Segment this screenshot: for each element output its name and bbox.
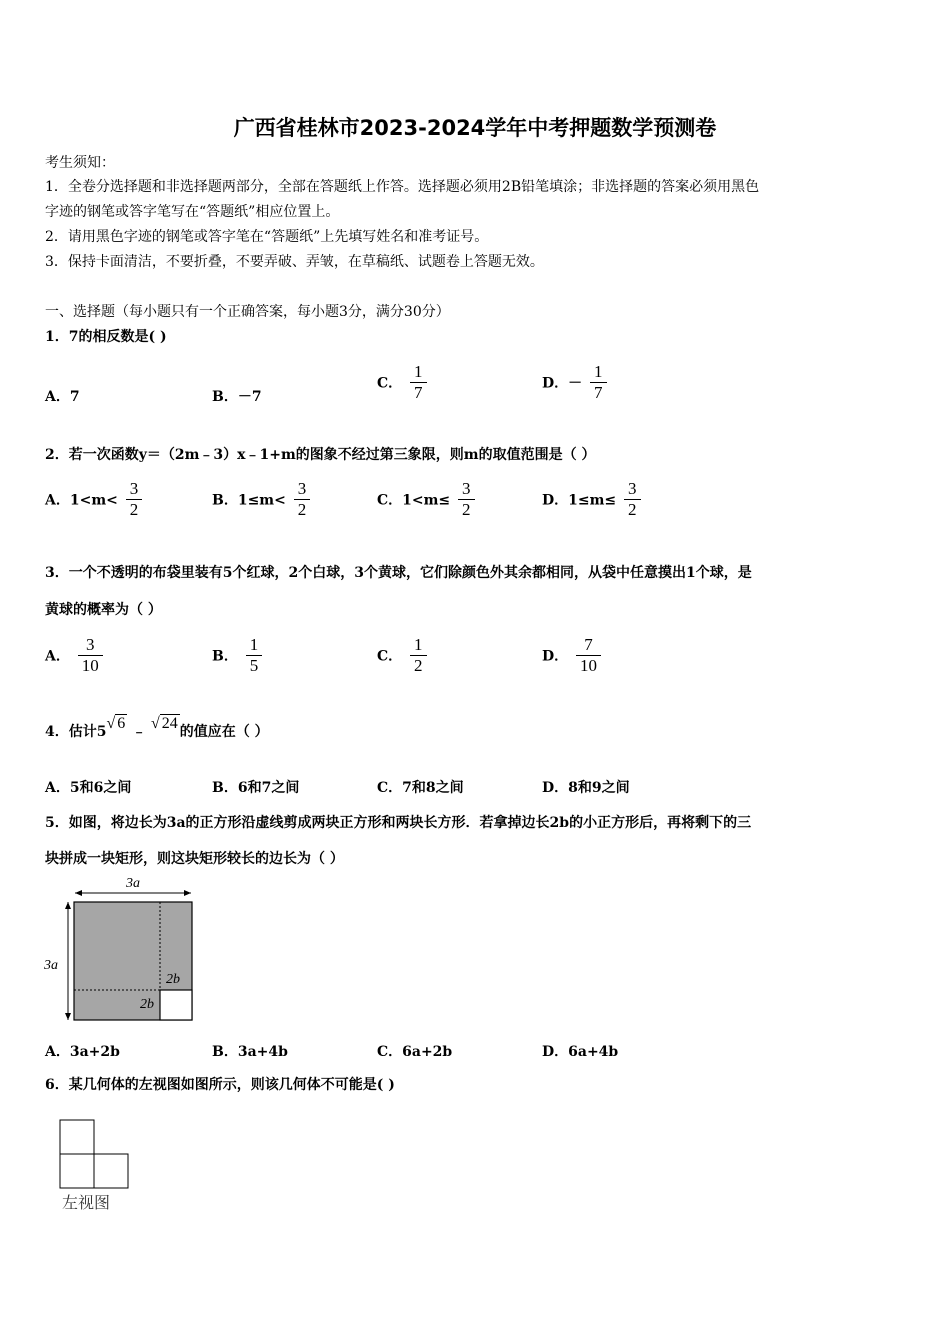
label-2b-right: 2b xyxy=(166,972,180,987)
q5-option-d: D．6a+4b xyxy=(542,1044,619,1060)
sqrt-6: √ 6 xyxy=(106,715,126,732)
notice-line-1b: 字迹的钢笔或答字笔写在“答题纸”相应位置上。 xyxy=(45,204,340,220)
label-top-3a: 3a xyxy=(126,876,140,891)
left-view-caption: 左视图 xyxy=(62,1193,111,1212)
q5-option-c: C．6a+2b xyxy=(377,1044,453,1060)
q1-stem: 1．7的相反数是( ) xyxy=(45,329,167,345)
q3-option-d: D． $\frac{7}{10}$ xyxy=(542,635,601,676)
q1-option-d: D．－ $\frac{1}{7}$ xyxy=(542,362,607,403)
q4-option-a: A．5和6之间 xyxy=(45,780,132,796)
sqrt-24: √ 24 xyxy=(151,715,178,732)
q3-option-a: A． $\frac{3}{10}$ xyxy=(45,635,103,676)
q1-option-c: C． $\frac{1}{7}$ xyxy=(377,362,427,403)
q4-option-c: C．7和8之间 xyxy=(377,780,464,796)
q3-option-c: C． $\frac{1}{2}$ xyxy=(377,635,427,676)
page-title: 广西省桂林市2023-2024学年中考押题数学预测卷 xyxy=(233,116,717,140)
label-2b-bottom: 2b xyxy=(140,997,154,1012)
q5-stem-line-1: 5．如图，将边长为3a的正方形沿虚线剪成两块正方形和两块长方形．若拿掉边长2b的小正方形后，再将剩下的三 xyxy=(45,815,752,831)
label-left-3a: 3a xyxy=(44,958,58,973)
q1-d-fraction: $\frac{1}{7}$ xyxy=(590,362,607,403)
q2-option-c: C．1<m≤ $\frac{3}{2}$ xyxy=(377,479,475,520)
q2-stem: 2．若一次函数y＝（2m﹣3）x﹣1+m的图象不经过第三象限，则m的取值范围是（ ） xyxy=(45,447,596,463)
q5-stem-line-2: 块拼成一块矩形，则这块矩形较长的边长为（ ） xyxy=(45,851,344,867)
q5-option-b: B．3a+4b xyxy=(212,1044,288,1060)
q6-figure xyxy=(58,1118,138,1218)
q4-stem: 4．估计5√ 6 ﹣ √ 24 的值应在（ ） xyxy=(45,715,269,740)
left-view-diagram xyxy=(58,1118,138,1190)
q4-option-d: D．8和9之间 xyxy=(542,780,630,796)
q3-stem-line-2: 黄球的概率为（ ） xyxy=(45,602,162,618)
square-diagram xyxy=(40,872,200,1027)
q1-option-b: B．－7 xyxy=(212,389,262,405)
notice-line-1a: 1．全卷分选择题和非选择题两部分，全部在答题纸上作答。选择题必须用2B铅笔填涂；非选择题的答案必须用黑色 xyxy=(45,179,760,195)
q2-option-b: B．1≤m< $\frac{3}{2}$ xyxy=(212,479,310,520)
notice-line-3: 3．保持卡面清洁，不要折叠，不要弄破、弄皱，在草稿纸、试题卷上答题无效。 xyxy=(45,254,544,270)
q4-option-b: B．6和7之间 xyxy=(212,780,300,796)
q2-option-d: D．1≤m≤ $\frac{3}{2}$ xyxy=(542,479,641,520)
q2-option-a: A．1<m< $\frac{3}{2}$ xyxy=(45,479,142,520)
section-heading: 一、选择题（每小题只有一个正确答案，每小题3分，满分30分） xyxy=(45,304,450,320)
q6-stem: 6．某几何体的左视图如图所示，则该几何体不可能是( ) xyxy=(45,1077,395,1093)
q5-option-a: A．3a+2b xyxy=(45,1044,120,1060)
q1-option-a: A．7 xyxy=(45,389,80,405)
notice-heading: 考生须知： xyxy=(45,155,115,171)
q3-option-b: B． $\frac{1}{5}$ xyxy=(212,635,262,676)
notice-line-2: 2．请用黑色字迹的钢笔或答字笔在“答题纸”上先填写姓名和准考证号。 xyxy=(45,229,489,245)
q1-c-fraction: $\frac{1}{7}$ xyxy=(410,362,427,403)
q5-figure xyxy=(40,872,200,1027)
q3-stem-line-1: 3．一个不透明的布袋里装有5个红球，2个白球，3个黄球，它们除颜色外其余都相同，从袋中任意摸出1个球，是 xyxy=(45,565,752,581)
